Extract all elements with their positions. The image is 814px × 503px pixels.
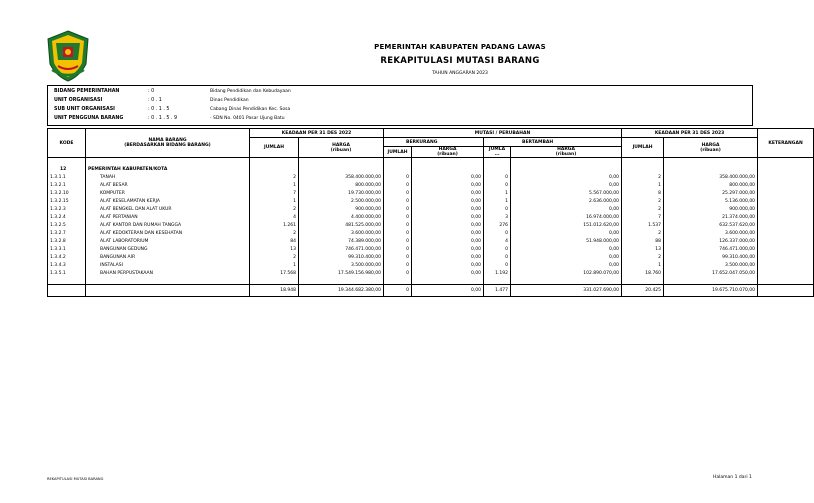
item-name: KOMPUTER — [86, 190, 250, 198]
table-row — [48, 246, 814, 254]
value-end: 126.337.000,00 — [664, 238, 758, 246]
qty-increase: 276 — [484, 222, 511, 230]
qty-start: 2 — [250, 254, 299, 262]
qty-decrease: 0 — [384, 174, 412, 182]
col-ribuan-label: (ribuan) — [437, 152, 458, 157]
item-code: 1.3.3.1 — [48, 246, 86, 254]
total-code — [48, 285, 86, 297]
item-code: 1.3.1.1 — [48, 174, 86, 182]
item-name: ALAT KANTOR DAN RUMAH TANGGA — [86, 222, 250, 230]
qty-end: 2 — [622, 174, 664, 182]
value-end: 3.500.000,00 — [664, 262, 758, 270]
value-decrease: 0,00 — [412, 262, 484, 270]
value-increase: 0,00 — [511, 230, 622, 238]
remarks-cell — [758, 262, 814, 270]
item-code: 1.3.2.7 — [48, 230, 86, 238]
value-decrease: 0,00 — [412, 246, 484, 254]
qty-end: 88 — [622, 238, 664, 246]
info-name: Bidang Pendidikan dan Kebudayaan — [210, 89, 291, 94]
info-label: BIDANG PEMERINTAHAN — [54, 89, 120, 94]
qty-decrease: 0 — [384, 198, 412, 206]
value-increase: 151.012.620,00 — [511, 222, 622, 230]
qty-start: 2 — [250, 174, 299, 182]
info-code: : 0 . 1 — [148, 98, 162, 103]
col-jumlah-bertambah — [484, 147, 511, 158]
item-code: 1.3.2.8 — [48, 238, 86, 246]
value-start: 4.400.000,00 — [299, 214, 384, 222]
value-decrease: 0,00 — [412, 222, 484, 230]
total-value-start: 19.344.682.380,00 — [299, 285, 384, 297]
footer-page-number: Halaman 1 dari 1 — [713, 475, 752, 480]
col-nama-subtitle: (BERDASARKAN BIDANG BARANG) — [124, 143, 211, 148]
table-row — [48, 214, 814, 222]
table-row — [48, 198, 814, 206]
value-increase: 16.974.000,00 — [511, 214, 622, 222]
value-start: 17.549.156.980,00 — [299, 270, 384, 278]
col-nama-barang — [86, 129, 250, 158]
qty-increase: 0 — [484, 182, 511, 190]
value-increase: 0,00 — [511, 206, 622, 214]
qty-start: 2 — [250, 206, 299, 214]
qty-increase: 0 — [484, 206, 511, 214]
remarks-cell — [758, 254, 814, 262]
remarks-cell — [758, 222, 814, 230]
col-ribuan-label: (ribuan) — [700, 147, 721, 153]
qty-end: 8 — [622, 190, 664, 198]
document-title: REKAPITULASI MUTASI BARANG — [380, 56, 540, 66]
total-qty-end: 20.425 — [622, 285, 664, 297]
item-name: ALAT BENGKEL DAN ALAT UKUR — [86, 206, 250, 214]
value-decrease: 0,00 — [412, 254, 484, 262]
info-code: : 0 . 1 . 5 — [148, 107, 170, 112]
col-keterangan: KETERANGAN — [758, 129, 814, 158]
col-jumla-label: JUMLA — [488, 147, 506, 152]
col-harga-label: HARGA — [557, 147, 575, 152]
col-harga-berkurang — [412, 147, 484, 158]
table-row — [48, 230, 814, 238]
remarks-cell — [758, 182, 814, 190]
qty-decrease: 0 — [384, 270, 412, 278]
value-end: 5.136.000,00 — [664, 198, 758, 206]
item-name: INSTALASI — [86, 262, 250, 270]
col-harga-bertambah — [511, 147, 622, 158]
total-qty-start: 18.948 — [250, 285, 299, 297]
col-ribuan-label: (ribuan) — [555, 152, 577, 157]
value-increase: 2.636.000,00 — [511, 198, 622, 206]
value-end: 99.310.400,00 — [664, 254, 758, 262]
col-keadaan-awal: KEADAAN PER 31 DES 2022 — [250, 129, 384, 138]
info-code: : 0 . 1 . 5 . 9 — [148, 116, 178, 121]
remarks-cell — [758, 174, 814, 182]
col-ribuan-label: (ribuan) — [330, 147, 352, 153]
qty-end: 13 — [622, 246, 664, 254]
info-label: UNIT PENGGUNA BARANG — [54, 116, 124, 121]
total-row — [48, 285, 814, 297]
info-code: : 0 — [148, 89, 155, 94]
item-code: 1.3.2.10 — [48, 190, 86, 198]
table-row — [48, 262, 814, 270]
total-remarks — [758, 285, 814, 297]
qty-decrease: 0 — [384, 182, 412, 190]
group-code: 12 — [48, 166, 86, 174]
col-harga-label: HARGA — [438, 147, 457, 152]
table-body — [48, 158, 814, 297]
col-berkurang: BERKURANG — [384, 138, 484, 147]
value-start: 746.471.000,00 — [299, 246, 384, 254]
value-increase: 0,00 — [511, 182, 622, 190]
col-keadaan-akhir: KEADAAN PER 31 DES 2023 — [622, 129, 758, 138]
table-row — [48, 238, 814, 246]
item-code: 1.3.5.1 — [48, 270, 86, 278]
value-start: 3.600.000,00 — [299, 230, 384, 238]
value-start: 99.310.400,00 — [299, 254, 384, 262]
col-jumlah-awal: JUMLAH — [250, 138, 299, 158]
value-decrease: 0,00 — [412, 214, 484, 222]
col-harga-label: HARGA — [701, 142, 720, 148]
table-row — [48, 190, 814, 198]
value-increase: 5.567.000,00 — [511, 190, 622, 198]
total-value-decrease: 0,00 — [412, 285, 484, 297]
value-start: 3.500.000,00 — [299, 262, 384, 270]
qty-decrease: 0 — [384, 246, 412, 254]
remarks-cell — [758, 198, 814, 206]
qty-increase: 0 — [484, 230, 511, 238]
total-value-end: 19.675.710.070,00 — [664, 285, 758, 297]
qty-start: 4 — [250, 214, 299, 222]
qty-end: 1 — [622, 262, 664, 270]
info-label: SUB UNIT ORGANISASI — [54, 107, 115, 112]
qty-start: 1 — [250, 198, 299, 206]
item-name: ALAT LABORATORIUM — [86, 238, 250, 246]
group-row — [48, 166, 814, 174]
item-code: 1.3.2.3 — [48, 206, 86, 214]
value-start: 481.525.000,00 — [299, 222, 384, 230]
qty-end: 2 — [622, 254, 664, 262]
qty-decrease: 0 — [384, 230, 412, 238]
total-label — [86, 285, 250, 297]
remarks-cell — [758, 238, 814, 246]
value-end: 17.652.047.050,00 — [664, 270, 758, 278]
qty-end: 2 — [622, 206, 664, 214]
item-name: ALAT BESAR — [86, 182, 250, 190]
qty-increase: 1 — [484, 198, 511, 206]
table-row — [48, 270, 814, 278]
value-decrease: 0,00 — [412, 230, 484, 238]
value-end: 358.400.000,00 — [664, 174, 758, 182]
value-increase: 0,00 — [511, 174, 622, 182]
item-name: ALAT KESELAMATAN KERJA — [86, 198, 250, 206]
qty-increase: 4 — [484, 238, 511, 246]
qty-start: 2 — [250, 230, 299, 238]
qty-increase: 0 — [484, 174, 511, 182]
item-code: 1.3.2.15 — [48, 198, 86, 206]
value-decrease: 0,00 — [412, 198, 484, 206]
footer-report-name: REKAPITULASI MUTASI BARANG — [47, 477, 104, 481]
col-jumla-suffix: ... — [494, 152, 500, 157]
value-increase: 0,00 — [511, 246, 622, 254]
value-decrease: 0,00 — [412, 182, 484, 190]
table-row — [48, 206, 814, 214]
qty-increase: 1 — [484, 190, 511, 198]
qty-end: 2 — [622, 230, 664, 238]
col-bertambah: BERTAMBAH — [484, 138, 622, 147]
item-name: BANGUNAN AIR — [86, 254, 250, 262]
remarks-cell — [758, 270, 814, 278]
qty-start: 17.568 — [250, 270, 299, 278]
item-name: ALAT PERTANIAN — [86, 214, 250, 222]
item-name: BANGUNAN GEDUNG — [86, 246, 250, 254]
table-row — [48, 174, 814, 182]
info-name: Dinas Pendidikan — [210, 98, 249, 103]
qty-decrease: 0 — [384, 254, 412, 262]
remarks-cell — [758, 214, 814, 222]
qty-decrease: 0 — [384, 222, 412, 230]
qty-decrease: 0 — [384, 238, 412, 246]
qty-end: 1 — [622, 182, 664, 190]
value-end: 21.374.000,00 — [664, 214, 758, 222]
group-name: PEMERINTAH KABUPATEN/KOTA — [86, 166, 250, 174]
qty-start: 84 — [250, 238, 299, 246]
value-increase: 0,00 — [511, 254, 622, 262]
value-end: 746.471.000,00 — [664, 246, 758, 254]
item-name: BAHAN PERPUSTAKAAN — [86, 270, 250, 278]
value-start: 358.400.000,00 — [299, 174, 384, 182]
col-nama-title: NAMA BARANG — [148, 138, 187, 143]
value-start: 2.500.000,00 — [299, 198, 384, 206]
qty-increase: 0 — [484, 262, 511, 270]
value-start: 19.730.000,00 — [299, 190, 384, 198]
value-end: 632.537.620,00 — [664, 222, 758, 230]
mutation-table — [47, 128, 814, 297]
remarks-cell — [758, 190, 814, 198]
qty-decrease: 0 — [384, 214, 412, 222]
remarks-cell — [758, 246, 814, 254]
col-mutasi: MUTASI / PERUBAHAN — [384, 129, 622, 138]
value-start: 900.000,00 — [299, 206, 384, 214]
remarks-cell — [758, 206, 814, 214]
qty-increase: 3 — [484, 214, 511, 222]
value-increase: 0,00 — [511, 262, 622, 270]
col-kode: KODE — [48, 129, 86, 158]
value-increase: 51.948.000,00 — [511, 238, 622, 246]
info-name: - SDN No. 0401 Pasar Ujung Batu — [210, 116, 285, 121]
value-end: 25.297.000,00 — [664, 190, 758, 198]
item-name: ALAT KEDOKTERAN DAN KESEHATAN — [86, 230, 250, 238]
total-value-increase: 331.027.690,00 — [511, 285, 622, 297]
value-start: 74.389.000,00 — [299, 238, 384, 246]
qty-start: 1 — [250, 262, 299, 270]
qty-decrease: 0 — [384, 262, 412, 270]
value-end: 800.000,00 — [664, 182, 758, 190]
item-name: TANAH — [86, 174, 250, 182]
qty-end: 2 — [622, 198, 664, 206]
qty-start: 1 — [250, 182, 299, 190]
value-decrease: 0,00 — [412, 238, 484, 246]
value-decrease: 0,00 — [412, 206, 484, 214]
col-harga-awal — [299, 138, 384, 158]
value-decrease: 0,00 — [412, 270, 484, 278]
col-jumlah-berkurang: JUMLAH — [384, 147, 412, 158]
col-harga-akhir — [664, 138, 758, 158]
info-name: Cabang Dinas Pendidikan Kec. Sosa — [210, 107, 291, 112]
total-qty-decrease: 0 — [384, 285, 412, 297]
info-label: UNIT ORGANISASI — [54, 98, 103, 103]
value-end: 900.000,00 — [664, 206, 758, 214]
qty-end: 7 — [622, 214, 664, 222]
value-increase: 102.890.070,00 — [511, 270, 622, 278]
item-code: 1.3.4.2 — [48, 254, 86, 262]
item-code: 1.3.2.1 — [48, 182, 86, 190]
item-code: 1.3.4.3 — [48, 262, 86, 270]
qty-decrease: 0 — [384, 206, 412, 214]
table-row — [48, 182, 814, 190]
qty-decrease: 0 — [384, 190, 412, 198]
qty-end: 18.760 — [622, 270, 664, 278]
table-row — [48, 254, 814, 262]
government-name: PEMERINTAH KABUPATEN PADANG LAWAS — [374, 43, 546, 51]
fiscal-year: TAHUN ANGGARAN 2023 — [432, 71, 488, 76]
value-end: 3.600.000,00 — [664, 230, 758, 238]
qty-increase: 0 — [484, 246, 511, 254]
item-code: 1.3.2.4 — [48, 214, 86, 222]
item-code: 1.3.2.5 — [48, 222, 86, 230]
qty-start: 13 — [250, 246, 299, 254]
spacer-row — [48, 158, 814, 167]
qty-increase: 0 — [484, 254, 511, 262]
table-row — [48, 222, 814, 230]
unit-info-box — [47, 85, 753, 126]
qty-increase: 1.192 — [484, 270, 511, 278]
col-harga-label: HARGA — [332, 142, 350, 148]
value-start: 800.000,00 — [299, 182, 384, 190]
value-decrease: 0,00 — [412, 190, 484, 198]
total-qty-increase: 1.477 — [484, 285, 511, 297]
regency-emblem-logo — [46, 30, 90, 82]
remarks-cell — [758, 230, 814, 238]
value-decrease: 0,00 — [412, 174, 484, 182]
col-jumlah-akhir: JUMLAH — [622, 138, 664, 158]
qty-start: 1.261 — [250, 222, 299, 230]
qty-end: 1.537 — [622, 222, 664, 230]
qty-start: 7 — [250, 190, 299, 198]
